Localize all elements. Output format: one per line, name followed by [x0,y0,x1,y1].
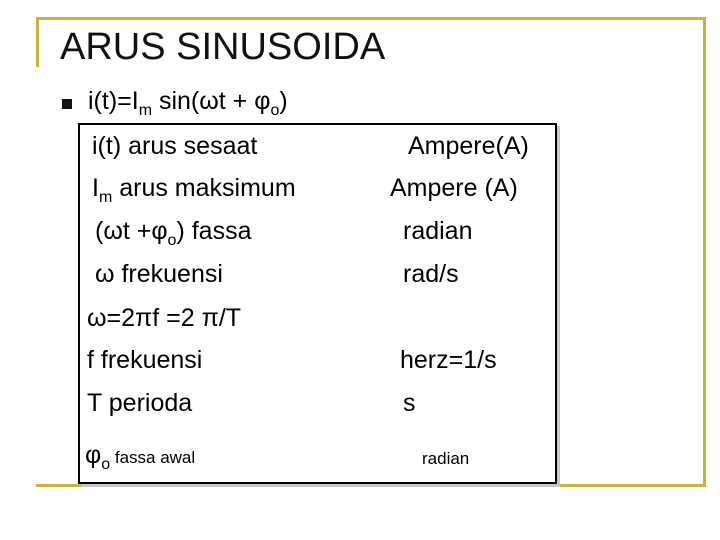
row-7-left [87,388,192,418]
row-3-unit: radian [403,217,473,245]
row-8-symbol: φ [85,441,102,469]
decorative-right-line [703,17,706,487]
row-1-left [92,131,257,161]
row-1-text: i(t) arus sesaat [92,132,258,160]
row-2-unit: Ampere (A) [390,174,518,202]
row-6-text: f frekuensi [87,346,203,374]
row-2-subscript: m [98,189,113,206]
row-8-subscript: o [101,456,111,473]
row-2-text: arus maksimum [112,174,296,202]
row-3-symbol: (ωt +φ [95,217,168,245]
decorative-top-line [36,17,706,20]
formula-line [88,86,288,120]
row-5-text: ω=2πf =2 π/T [87,304,242,332]
row-2-left [92,173,296,207]
row-7-text: T perioda [87,389,193,417]
row-4-text: ω frekuensi [95,260,223,288]
row-5-left [87,303,241,333]
row-1-unit: Ampere(A) [408,132,529,160]
row-8-unit: radian [422,449,470,468]
bullet-icon [62,99,72,109]
decorative-bottom-line [36,484,706,487]
row-4-unit: rad/s [403,260,459,288]
formula-head: i(t)=I [88,87,139,115]
formula-tail: ) [279,87,288,115]
row-8-text: fassa awal [110,448,196,467]
decorative-left-line [36,17,39,67]
slide-title: ARUS SINUSOIDA [60,26,386,68]
formula-subscript-m: m [138,102,153,119]
row-4-left [95,259,223,289]
row-3-subscript: o [167,232,177,249]
row-8-left [85,440,195,474]
formula-mid: sin(ωt + φ [152,87,271,115]
row-6-unit: herz=1/s [400,346,497,374]
row-3-left [95,216,251,250]
row-7-unit: s [403,389,416,417]
row-6-left [87,345,202,375]
row-3-text: ) fassa [176,217,252,245]
formula-subscript-o: o [270,102,280,119]
row-2-symbol: I [92,174,99,202]
